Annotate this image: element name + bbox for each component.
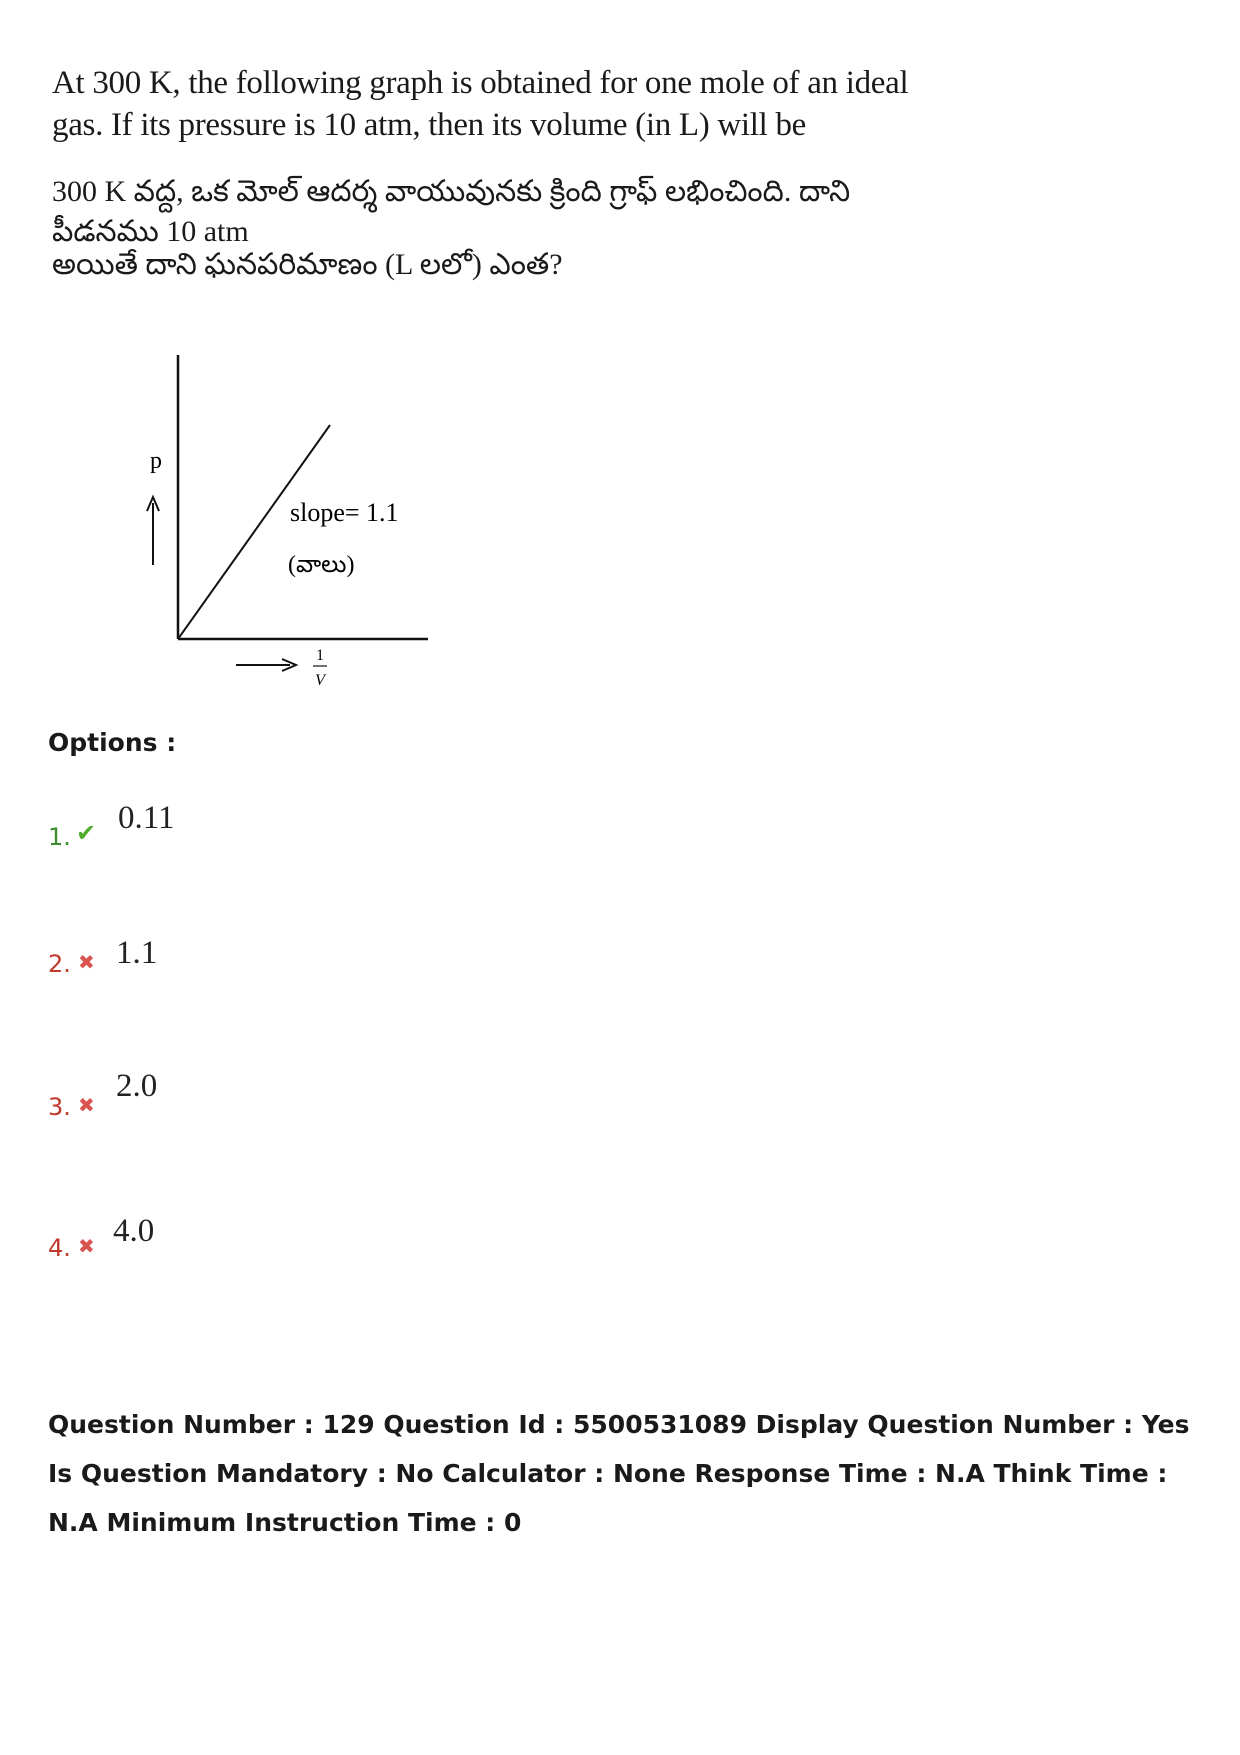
option-4-number: 4. bbox=[48, 1234, 71, 1262]
slope-annotation: slope= 1.1 bbox=[290, 498, 399, 527]
option-3-number: 3. bbox=[48, 1093, 71, 1121]
cross-icon: ✖ bbox=[78, 1234, 95, 1258]
cross-icon: ✖ bbox=[78, 1093, 95, 1117]
option-2-number: 2. bbox=[48, 950, 71, 978]
option-1-value[interactable]: 0.11 bbox=[118, 800, 175, 836]
option-2-value[interactable]: 1.1 bbox=[116, 935, 158, 971]
option-3-value[interactable]: 2.0 bbox=[116, 1068, 158, 1104]
slope-annotation-telugu: (వాలు) bbox=[288, 552, 355, 578]
option-1-number: 1. bbox=[48, 823, 71, 851]
check-icon: ✔ bbox=[76, 819, 97, 847]
question-text-english: At 300 K, the following graph is obtained for one mole of an ideal gas. If its pressure is 10 atm, then its volume (in L) will be bbox=[52, 65, 909, 143]
graph-line bbox=[178, 425, 330, 639]
question-metadata: Question Number : 129 Question Id : 5500531089 Display Question Number : Yes Is Question Mandatory : No Calculator : None Response Time : N.A Think Time : N.A Minimum Instruction Time : 0 bbox=[48, 1410, 1190, 1537]
x-axis-label-numerator: 1 bbox=[316, 647, 324, 664]
cross-icon: ✖ bbox=[78, 950, 95, 974]
options-heading: Options : bbox=[48, 728, 177, 757]
pressure-vs-inverse-volume-graph bbox=[130, 345, 450, 715]
option-4-value[interactable]: 4.0 bbox=[113, 1213, 155, 1249]
y-axis-label: p bbox=[150, 448, 162, 474]
x-axis-label-denominator: V bbox=[315, 672, 325, 689]
question-text-telugu-line-1: 300 K వద్ద, ఒక మోల్ ఆదర్శ వాయువునకు క్రింది గ్రాఫ్ లభించింది. దాని పీడనము 10 atm bbox=[52, 175, 851, 248]
question-text-telugu-line-2: అయితే దాని ఘనపరిమాణం (L లలో) ఎంత? bbox=[52, 248, 563, 281]
